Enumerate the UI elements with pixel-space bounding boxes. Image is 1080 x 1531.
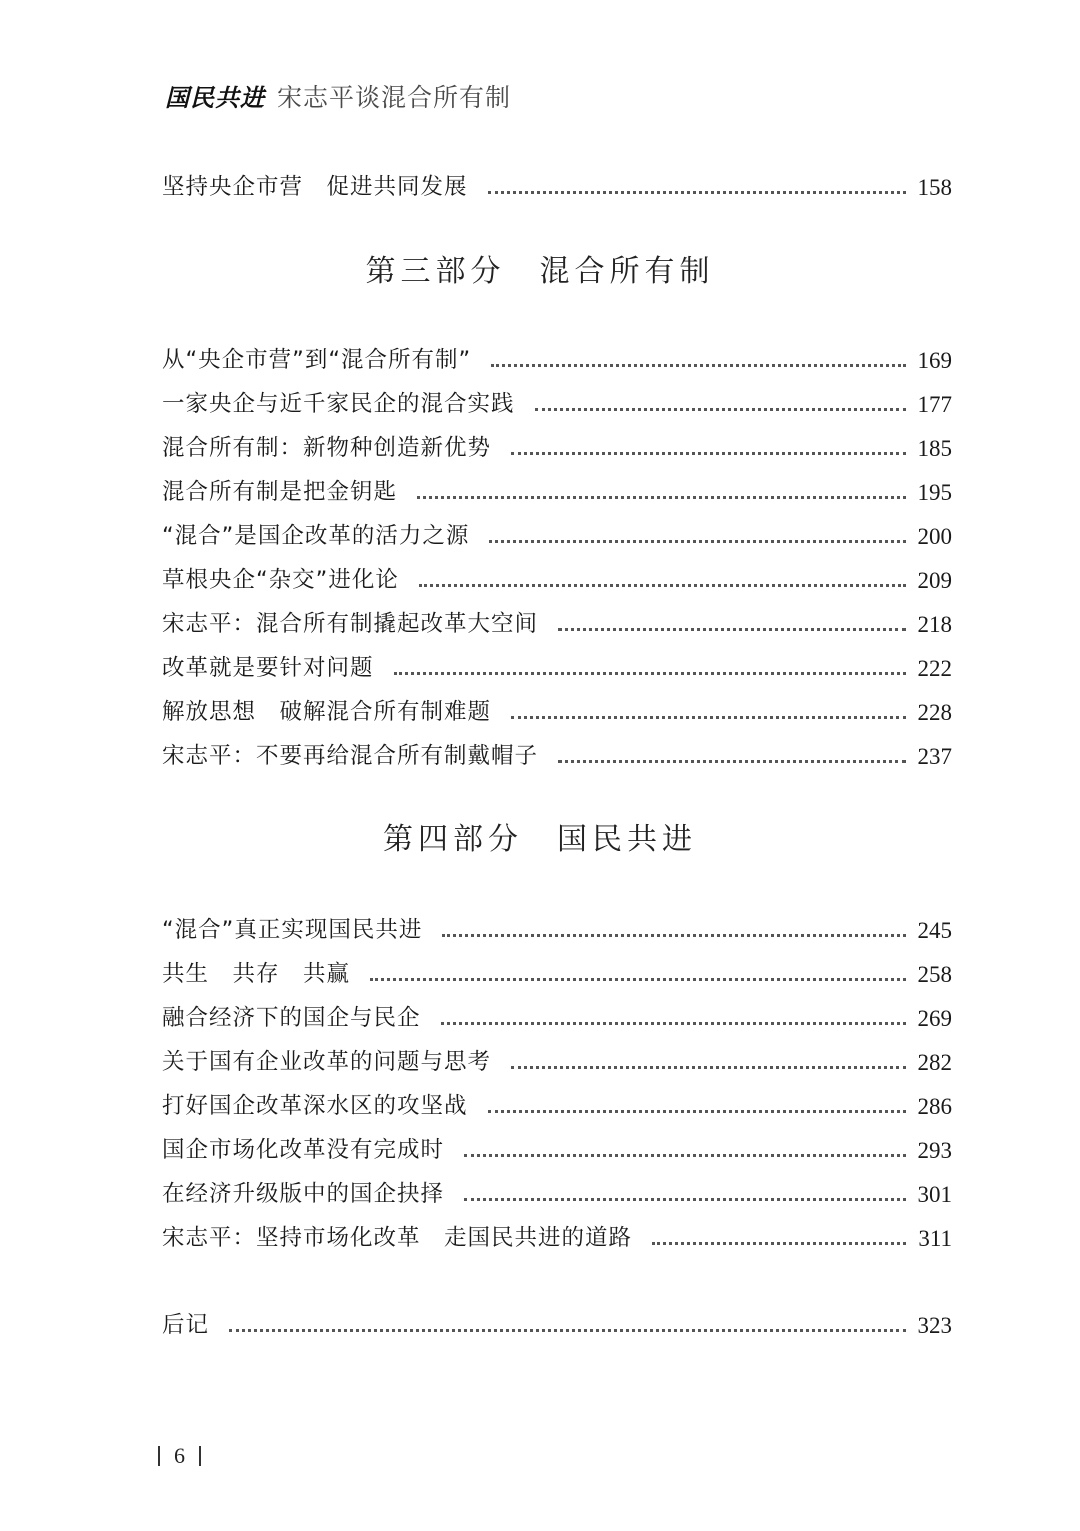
toc-entry-page: 177	[917, 392, 952, 417]
page-number: 6	[174, 1443, 185, 1468]
dot-leader	[229, 1329, 905, 1332]
toc-entry-page: 301	[917, 1182, 952, 1207]
toc-entry[interactable]	[162, 1120, 952, 1164]
dot-leader	[491, 364, 905, 367]
toc-entry-page: 245	[917, 918, 952, 943]
toc-entry-title: 宋志平：混合所有制撬起改革大空间	[162, 611, 539, 637]
part4-label: 第四部分	[383, 822, 523, 857]
toc-entry-page: 323	[917, 1313, 952, 1338]
part3-heading	[0, 246, 1080, 290]
folio-bar-right	[199, 1446, 201, 1466]
dot-leader	[370, 978, 905, 981]
toc-entry[interactable]	[162, 1076, 952, 1120]
toc-entry-title: 共生 共存 共赢	[162, 961, 351, 987]
toc-entry[interactable]	[162, 418, 952, 462]
toc-entry-title: 解放思想 破解混合所有制难题	[162, 699, 492, 725]
dot-leader	[442, 934, 905, 937]
toc-entry-page: 269	[917, 1006, 952, 1031]
toc-entry[interactable]	[162, 988, 952, 1032]
toc-part3	[162, 330, 952, 770]
toc-entry-title: 坚持央企市营 促进共同发展	[162, 174, 468, 200]
toc-entry[interactable]	[162, 638, 952, 682]
toc-entry-title: “混合”真正实现国民共进	[162, 917, 423, 943]
dot-leader	[652, 1242, 906, 1245]
toc-entry[interactable]	[162, 462, 952, 506]
toc-entry[interactable]	[162, 726, 952, 770]
toc-part4	[162, 900, 952, 1252]
toc-entry[interactable]	[162, 682, 952, 726]
book-title: 宋志平谈混合所有制	[277, 83, 512, 112]
dot-leader	[488, 1110, 906, 1113]
toc-entry-page: 218	[917, 612, 952, 637]
toc-entry[interactable]	[162, 1208, 952, 1252]
toc-entry[interactable]	[162, 330, 952, 374]
toc-entry-page: 293	[917, 1138, 952, 1163]
toc-entry[interactable]	[162, 1032, 952, 1076]
toc-entry-title: 在经济升级版中的国企抉择	[162, 1181, 445, 1207]
part3-title: 混合所有制	[539, 254, 715, 289]
part4-title: 国民共进	[557, 822, 697, 857]
toc-entry[interactable]	[162, 506, 952, 550]
toc-entry-title: 打好国企改革深水区的攻坚战	[162, 1093, 468, 1119]
running-header	[165, 78, 511, 114]
book-series-brand: 国民共进	[165, 83, 265, 112]
toc-entry-page: 169	[917, 348, 952, 373]
dot-leader	[511, 716, 905, 719]
toc-continued	[162, 157, 952, 201]
dot-leader	[419, 584, 906, 587]
toc-entry-title: 国企市场化改革没有完成时	[162, 1137, 445, 1163]
dot-leader	[535, 408, 906, 411]
toc-entry-title: 一家央企与近千家民企的混合实践	[162, 391, 515, 417]
toc-entry-page: 195	[917, 480, 952, 505]
toc-entry[interactable]	[162, 157, 952, 201]
part4-heading	[0, 814, 1080, 858]
toc-entry-title: 草根央企“杂交”进化论	[162, 567, 399, 593]
toc-entry-title: 从“央企市营”到“混合所有制”	[162, 347, 472, 373]
toc-entry-title: 宋志平：不要再给混合所有制戴帽子	[162, 743, 539, 769]
toc-entry-page: 237	[917, 744, 952, 769]
toc-entry-page: 228	[917, 700, 952, 725]
dot-leader	[464, 1198, 905, 1201]
toc-entry-title: “混合”是国企改革的活力之源	[162, 523, 470, 549]
dot-leader	[489, 540, 905, 543]
dot-leader	[417, 496, 905, 499]
toc-entry-page: 158	[917, 175, 952, 200]
toc-entry-page: 200	[917, 524, 952, 549]
toc-entry[interactable]	[162, 900, 952, 944]
toc-entry[interactable]	[162, 550, 952, 594]
toc-entry-title: 混合所有制是把金钥匙	[162, 479, 398, 505]
toc-entry-title: 改革就是要针对问题	[162, 655, 374, 681]
toc-entry-page: 258	[917, 962, 952, 987]
toc-entry-title: 后记	[162, 1312, 210, 1338]
toc-entry-title: 混合所有制：新物种创造新优势	[162, 435, 492, 461]
dot-leader	[441, 1022, 906, 1025]
toc-entry-page: 311	[918, 1226, 952, 1251]
toc-entry[interactable]	[162, 1164, 952, 1208]
toc-entry-page: 282	[917, 1050, 952, 1075]
dot-leader	[488, 191, 906, 194]
toc-entry[interactable]	[162, 594, 952, 638]
dot-leader	[394, 672, 906, 675]
part3-label: 第三部分	[365, 254, 506, 289]
toc-afterword	[162, 1295, 952, 1339]
toc-entry-title: 关于国有企业改革的问题与思考	[162, 1049, 492, 1075]
page-footer	[158, 1443, 201, 1469]
toc-entry[interactable]	[162, 374, 952, 418]
toc-entry[interactable]	[162, 944, 952, 988]
toc-entry[interactable]	[162, 1295, 952, 1339]
toc-entry-title: 融合经济下的国企与民企	[162, 1005, 421, 1031]
dot-leader	[558, 760, 905, 763]
folio-bar-left	[158, 1446, 160, 1466]
toc-entry-page: 209	[917, 568, 952, 593]
dot-leader	[558, 628, 905, 631]
dot-leader	[511, 452, 905, 455]
toc-entry-title: 宋志平：坚持市场化改革 走国民共进的道路	[162, 1225, 633, 1251]
dot-leader	[511, 1066, 905, 1069]
toc-entry-page: 222	[917, 656, 952, 681]
dot-leader	[464, 1154, 905, 1157]
toc-entry-page: 286	[917, 1094, 952, 1119]
toc-entry-page: 185	[917, 436, 952, 461]
